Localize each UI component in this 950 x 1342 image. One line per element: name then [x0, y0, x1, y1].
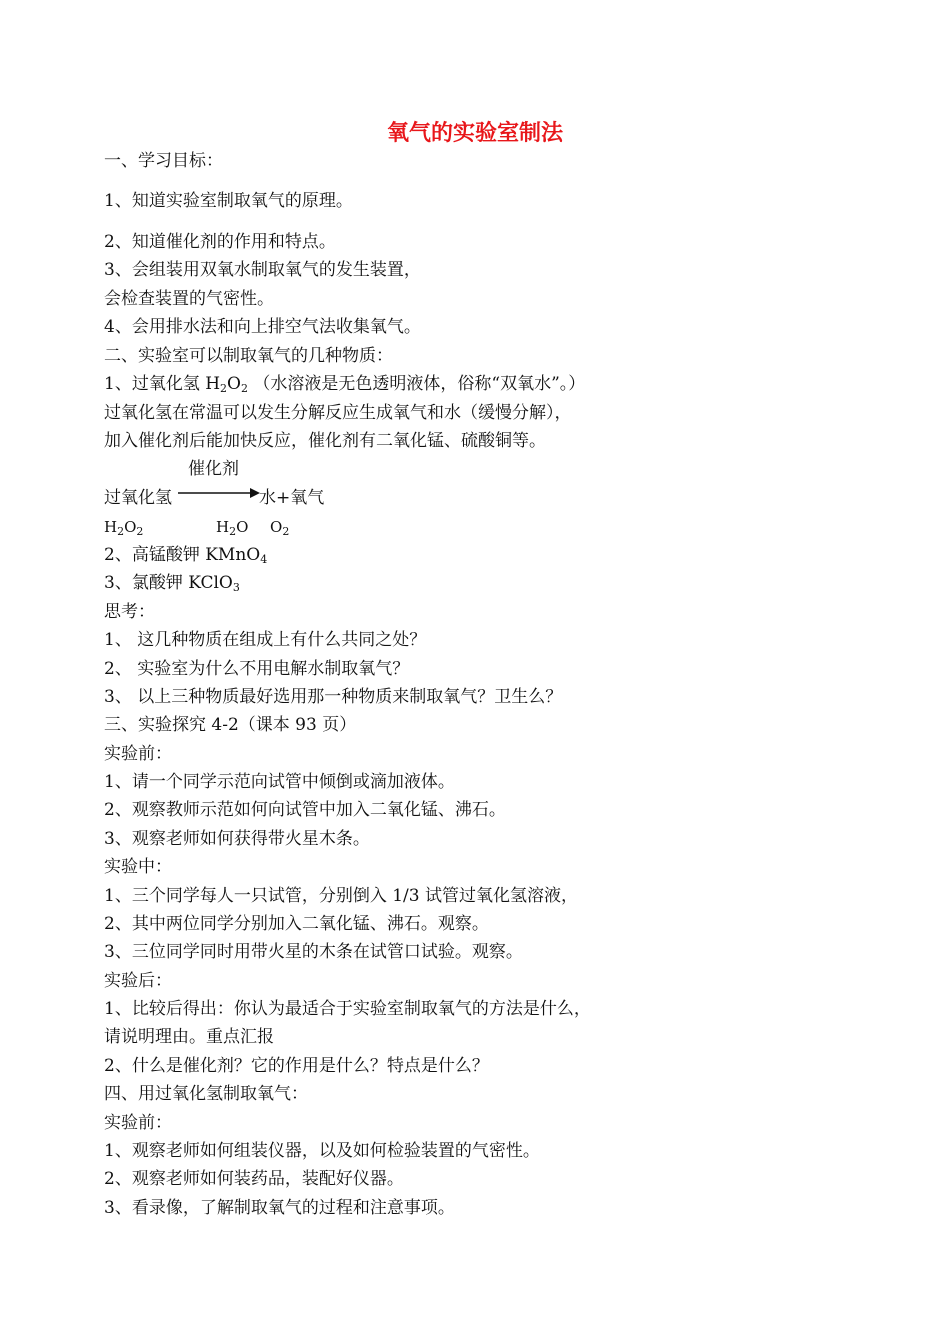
text-segment: （水溶液是无色透明液体，俗称“双氧水”。）: [253, 374, 586, 394]
text-line: 1、观察老师如何组装仪器，以及如何检验装置的气密性。: [104, 1141, 540, 1161]
text-line: 2、观察教师示范如何向试管中加入二氧化锰、沸石。: [104, 800, 506, 820]
text-line: 3、会组装用双氧水制取氧气的发生装置，: [104, 260, 421, 280]
text-line: 加入催化剂后能加快反应，催化剂有二氧化锰、硫酸铜等。: [104, 431, 546, 451]
section-heading-think: 思考：: [104, 602, 155, 622]
text-line: 2、观察老师如何装药品，装配好仪器。: [104, 1169, 404, 1189]
text-line: 1、比较后得出：你认为最适合于实验室制取氧气的方法是什么，: [104, 999, 591, 1019]
page-title: 氧气的实验室制法: [386, 121, 563, 146]
text-line-hydrogen-peroxide: [104, 372, 585, 401]
text-line: 1、三个同学每人一只试管，分别倒入 1/3 试管过氧化氢溶液，: [104, 886, 578, 906]
reaction-reactant: 过氧化氢: [104, 488, 172, 508]
text-line: 请说明理由。重点汇报: [104, 1027, 274, 1047]
text-segment: O: [124, 518, 137, 536]
text-line: 2、其中两位同学分别加入二氧化锰、沸石。观察。: [104, 914, 489, 934]
subscript: 2: [136, 525, 144, 538]
text-segment: 2、高锰酸钾 KMnO: [104, 545, 261, 565]
text-line: 3、 以上三种物质最好选用那一种物质来制取氧气？卫生么？: [104, 687, 563, 707]
subscript: 2: [229, 525, 237, 538]
text-segment: O: [236, 518, 249, 536]
text-line: 1、知道实验室制取氧气的原理。: [104, 191, 353, 211]
text-line: 2、 实验室为什么不用电解水制取氧气？: [104, 659, 410, 679]
catalyst-label: 催化剂: [188, 459, 239, 479]
text-line: 3、看录像，了解制取氧气的过程和注意事项。: [104, 1198, 455, 1218]
subscript: 2: [282, 525, 290, 538]
section-heading-substances: 二、实验室可以制取氧气的几种物质：: [104, 346, 393, 366]
text-line: 实验前：: [104, 744, 172, 764]
text-line: 实验中：: [104, 857, 172, 877]
text-segment: H: [216, 518, 230, 536]
text-line: 1、请一个同学示范向试管中倾倒或滴加液体。: [104, 772, 455, 792]
text-segment: O: [270, 518, 283, 536]
text-segment: H: [104, 518, 118, 536]
text-line: 会检查装置的气密性。: [104, 289, 274, 309]
reaction-arrow-icon: [178, 486, 260, 500]
formula-water: [216, 515, 248, 544]
text-segment: 3、氯酸钾 KClO: [104, 573, 233, 593]
text-line: 实验后：: [104, 971, 172, 991]
text-segment: 1、过氧化氢 H: [104, 374, 221, 394]
text-line: 3、观察老师如何获得带火星木条。: [104, 829, 370, 849]
text-line: 2、知道催化剂的作用和特点。: [104, 232, 336, 252]
formula-oxygen: [270, 515, 289, 544]
text-line: 4、会用排水法和向上排空气法收集氧气。: [104, 317, 421, 337]
text-line: 1、 这几种物质在组成上有什么共同之处？: [104, 630, 427, 650]
reaction-products: 水+氧气: [259, 488, 325, 508]
text-line: 2、什么是催化剂？它的作用是什么？特点是什么？: [104, 1056, 489, 1076]
subscript: 2: [117, 525, 125, 538]
subscript: 4: [260, 553, 268, 566]
text-segment: O: [227, 374, 241, 394]
formula-reactant: [104, 515, 143, 544]
text-line: 过氧化氢在常温可以发生分解反应生成氧气和水（缓慢分解），: [104, 403, 572, 423]
text-line-chlorate: [104, 571, 240, 600]
text-line: 3、三位同学同时用带火星的木条在试管口试验。观察。: [104, 942, 523, 962]
text-line-permanganate: [104, 543, 267, 572]
section-heading-goals: 一、学习目标：: [104, 151, 223, 171]
section-heading-experiment: 三、实验探究 4-2（课本 93 页）: [104, 715, 357, 735]
subscript: 3: [232, 581, 240, 594]
subscript: 2: [240, 382, 248, 395]
section-heading-procedure: 四、用过氧化氢制取氧气：: [104, 1084, 308, 1104]
subscript: 2: [220, 382, 228, 395]
text-line: 实验前：: [104, 1113, 172, 1133]
